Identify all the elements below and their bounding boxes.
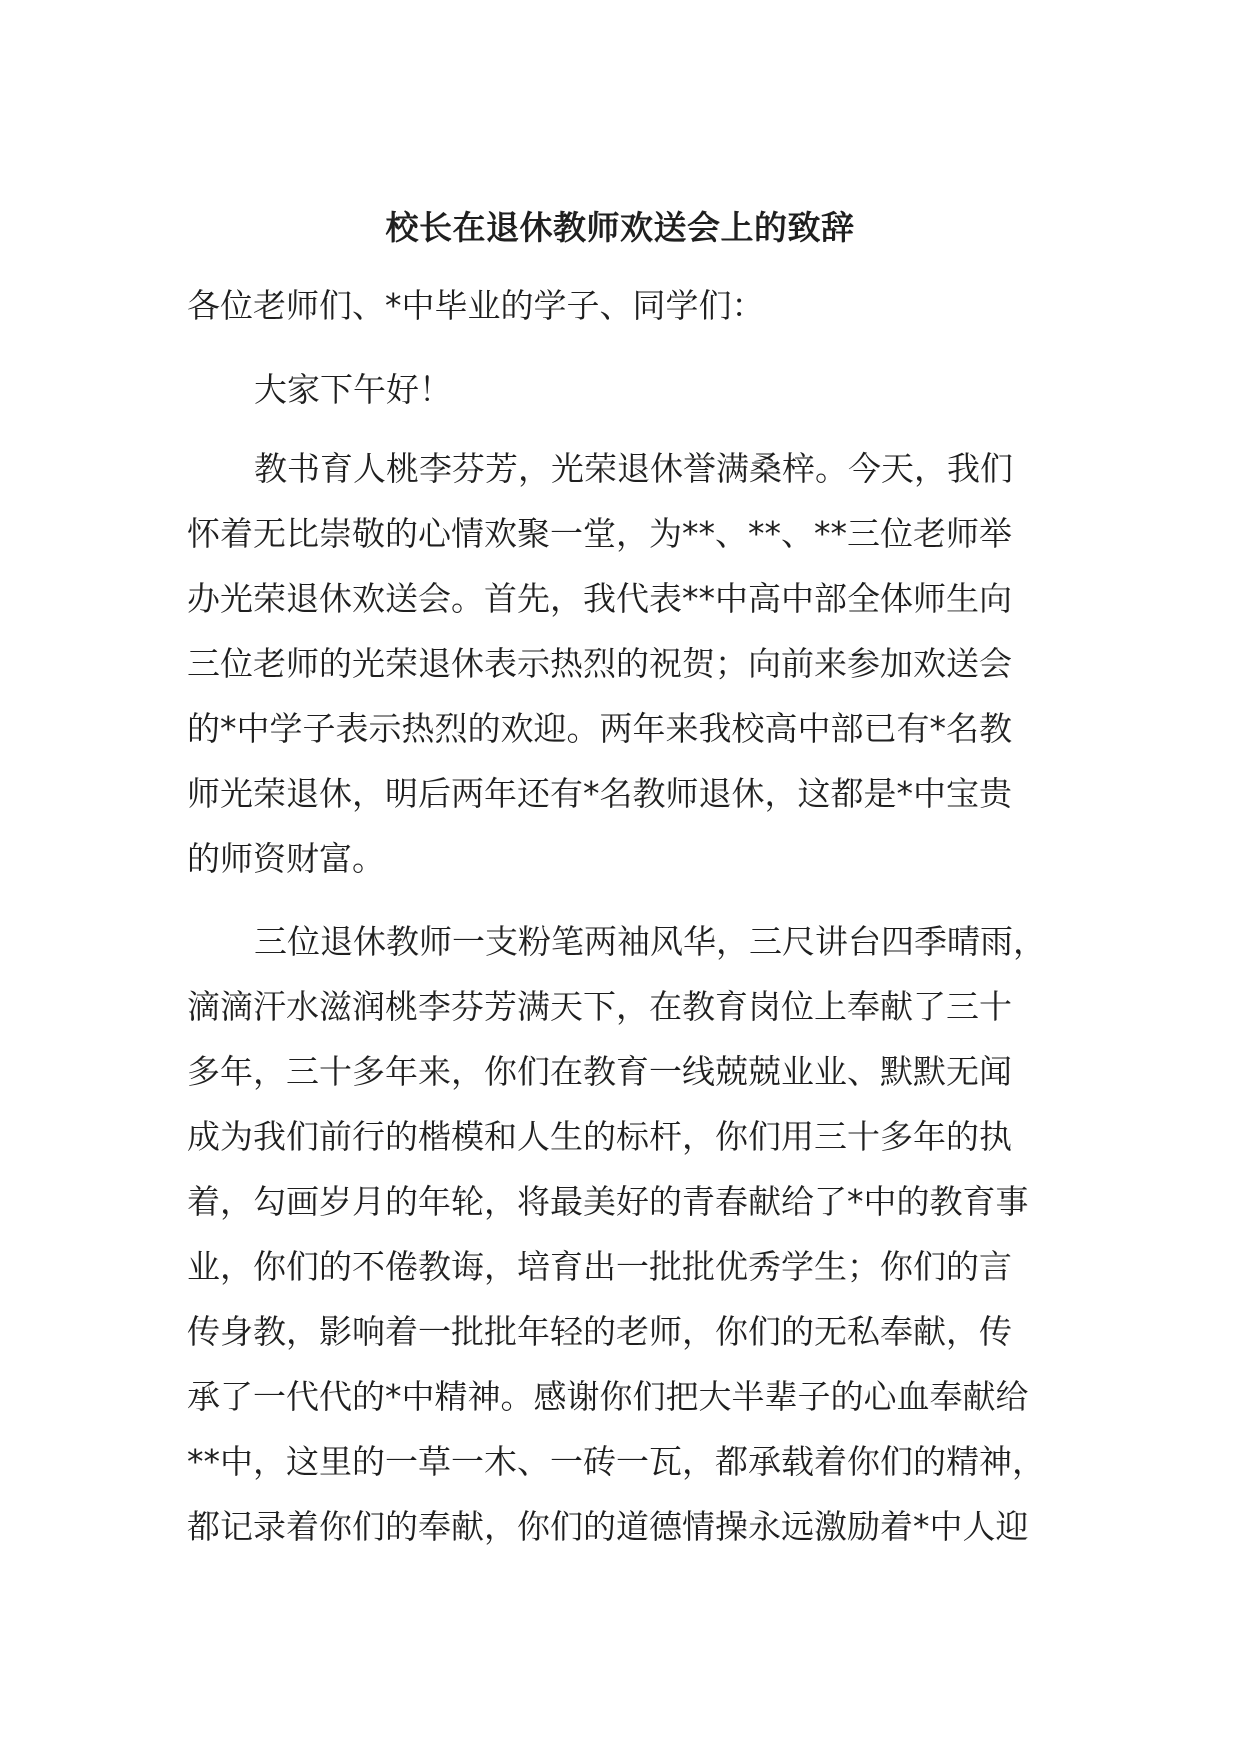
- greeting: 大家下午好！: [254, 370, 452, 409]
- paragraph-line: 传身教，影响着一批批年轻的老师，你们的无私奉献，传: [187, 1312, 1012, 1351]
- paragraph-line: 多年，三十多年来，你们在教育一线兢兢业业、默默无闻: [187, 1052, 1012, 1091]
- document-title: 校长在退休教师欢送会上的致辞: [385, 208, 855, 247]
- paragraph-line: 教书育人桃李芬芳，光荣退休誉满桑梓。今天，我们: [254, 449, 1013, 488]
- paragraph-2: [187, 909, 1087, 1559]
- paragraph-line: 三位退休教师一支粉笔两袖风华，三尺讲台四季晴雨，: [254, 922, 1046, 961]
- paragraph-line: 的师资财富。: [187, 839, 385, 878]
- paragraph-line: 承了一代代的*中精神。感谢你们把大半辈子的心血奉献给: [187, 1377, 1029, 1416]
- salutation: 各位老师们、*中毕业的学子、同学们：: [187, 286, 765, 325]
- paragraph-1: [187, 436, 1087, 891]
- paragraph-line: 滴滴汗水滋润桃李芬芳满天下，在教育岗位上奉献了三十: [187, 987, 1012, 1026]
- paragraph-line: 都记录着你们的奉献，你们的道德情操永远激励着*中人迎: [187, 1507, 1029, 1546]
- paragraph-line: 的*中学子表示热烈的欢迎。两年来我校高中部已有*名教: [187, 709, 1012, 748]
- paragraph-line: 三位老师的光荣退休表示热烈的祝贺；向前来参加欢送会: [187, 644, 1012, 683]
- paragraph-line: 办光荣退休欢送会。首先，我代表**中高中部全体师生向: [187, 579, 1012, 618]
- paragraph-line: 业，你们的不倦教诲，培育出一批批优秀学生；你们的言: [187, 1247, 1012, 1286]
- paragraph-line: 怀着无比崇敬的心情欢聚一堂，为**、**、**三位老师举: [187, 514, 1012, 553]
- paragraph-line: 成为我们前行的楷模和人生的标杆，你们用三十多年的执: [187, 1117, 1012, 1156]
- paragraph-line: 师光荣退休，明后两年还有*名教师退休，这都是*中宝贵: [187, 774, 1012, 813]
- paragraph-line: 着，勾画岁月的年轮，将最美好的青春献给了*中的教育事: [187, 1182, 1029, 1221]
- paragraph-line: **中，这里的一草一木、一砖一瓦，都承载着你们的精神，: [187, 1442, 1045, 1481]
